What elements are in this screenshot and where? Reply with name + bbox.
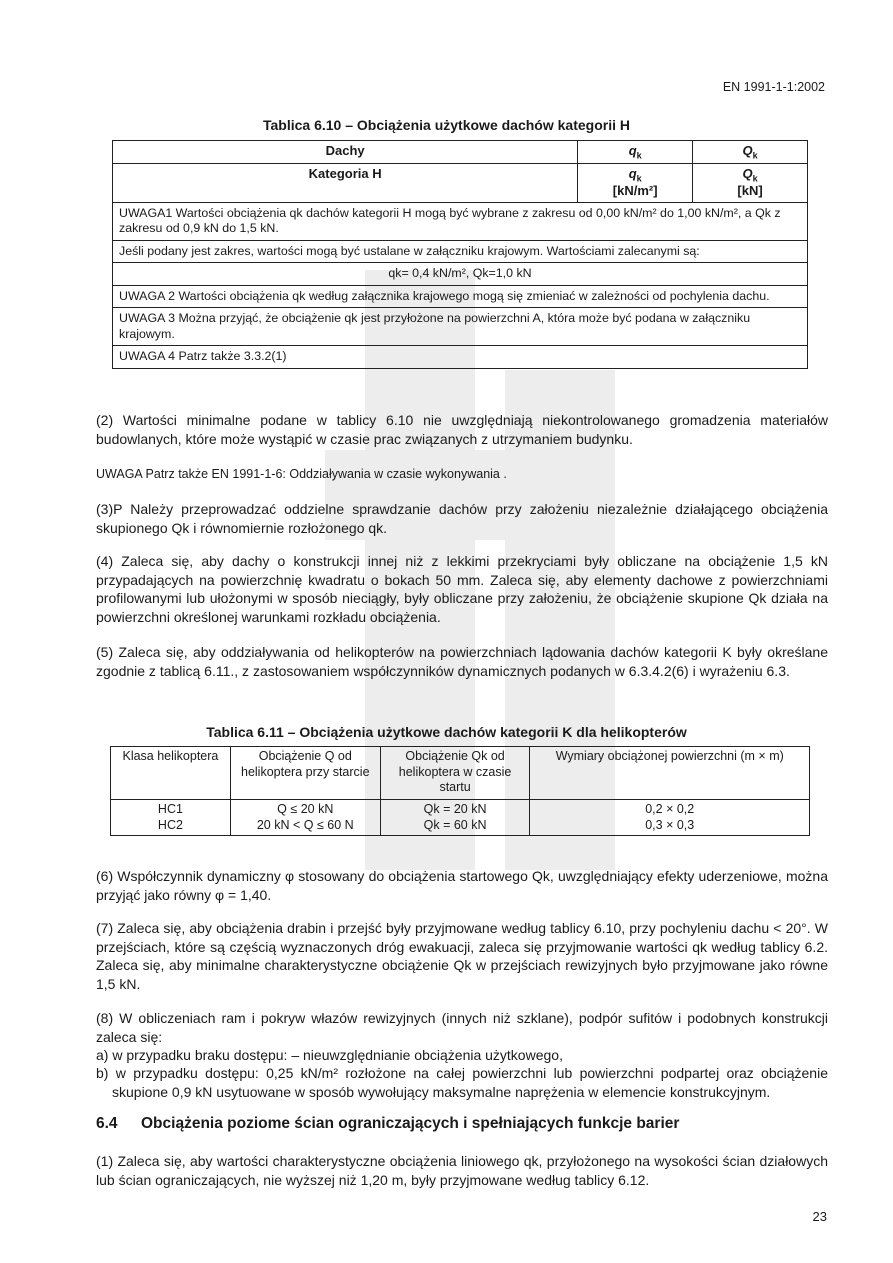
table-6-10-note-range: Jeśli podany jest zakres, wartości mogą być ustalane w załączniku krajowym. Wartościami zalecanymi są:: [113, 240, 807, 263]
table-6-11-cell: 20 kN < Q ≤ 60 N: [256, 817, 354, 832]
table-6-11-cell: HC2: [157, 817, 183, 832]
table-6-10-col-qk: $q_k$: [578, 141, 693, 164]
table-6-10-note-3: UWAGA 3 Można przyjąć, że obciążenie qk jest przyłożone na powierzchni A, która może być podana w załączniku krajowym.: [113, 307, 807, 345]
table-6-11-data-row: [111, 800, 810, 836]
paragraph-7: (7) Zaleca się, aby obciążenia drabin i przejść były przyjmowane według tablicy 6.10, przy pochyleniu dachu < 20°. W przejściach, które są częścią wyznaczonych dróg ewakuacji, zaleca się przyjmowanie wartości qk według tablicy 6.2. Zaleca się, aby minimalne charakterystyczne obciążenie Qk w przejściach rewizyjnych było przyjmowane jako równe 1,5 kN.: [96, 920, 828, 992]
paragraph-6-4-1: (1) Zaleca się, aby wartości charakterystyczne obciążenia liniowego qk, przyłożonego na wysokości ścian działowych lub ścian ograniczających, nie wyższej niż 1,20 m, były przyjmowane według tablicy 6.12.: [96, 1153, 828, 1188]
paragraph-8-item-b: b) w przypadku dostępu: 0,25 kN/m² rozłożone na całej powierzchni lub powierzchni podpartej oraz obciążenie skupione 0,9 kN usytuowane w sposób wywołujący maksymalne naprężenia w elemencie konstrukcyjnym.: [96, 1065, 828, 1100]
table-6-11-header-qk: Obciążenie Qk od helikoptera w czasie startu: [380, 747, 530, 800]
section-6-4-number: 6.4: [96, 1115, 118, 1132]
paragraph-8-item-a: a) w przypadku braku dostępu: – nieuwzględnianie obciążenia użytkowego,: [96, 1047, 563, 1063]
table-6-10-note-recommended: qk= 0,4 kN/m², Qk=1,0 kN: [113, 262, 807, 285]
table-6-10-caption: Tablica 6.10 – Obciążenia użytkowe dachów kategorii H: [263, 117, 630, 133]
section-6-4-title: Obciążenia poziome ścian ograniczających i spełniających funkcje barier: [141, 1115, 680, 1132]
table-6-10-unit-Qk-cell: $Q_k$ [kN]: [693, 163, 808, 202]
table-6-11-header-class: Klasa helikoptera: [111, 747, 231, 800]
paragraph-2-note: UWAGA Patrz także EN 1991-1-6: Oddziaływania w czasie wykonywania .: [96, 467, 507, 481]
table-6-10-unit-Qk: [kN]: [737, 183, 763, 199]
table-6-11: [110, 746, 810, 836]
paragraph-5: (5) Zaleca się, aby oddziaływania od helikopterów na powierzchniach lądowania dachów kategorii K były określane zgodnie z tablicą 6.11., z zastosowaniem współczynników dynamicznych podanych w 6.3.4.2(6) i wyrażeniu 6.3.: [96, 644, 828, 679]
table-6-11-cell: Q ≤ 20 kN: [277, 802, 334, 816]
page-number: 23: [812, 1209, 827, 1224]
table-6-11-cell: Qk = 20 kN: [423, 802, 487, 816]
table-6-11-header-q: Obciążenie Q od helikoptera przy starcie: [230, 747, 380, 800]
paragraph-6: (6) Współczynnik dynamiczny φ stosowany do obciążenia startowego Qk, uwzględniający efekty uderzeniowe, można przyjąć jako równy φ = 1,40.: [96, 868, 828, 903]
table-6-11-cell: 0,2 × 0,2: [645, 802, 695, 816]
table-6-10-unit-qk-cell: $q_k$ [kN/m²]: [578, 163, 693, 202]
table-6-10-col-roofs: Dachy: [113, 141, 578, 164]
paragraph-3: (3)P Należy przeprowadzać oddzielne sprawdzanie dachów przy założeniu niezależnie działającego obciążenia skupionego Qk i równomiernie rozłożonego qk.: [96, 501, 828, 536]
table-6-10-note-4: UWAGA 4 Patrz także 3.3.2(1): [113, 345, 807, 368]
table-6-11-q-cell: [230, 800, 380, 836]
table-6-11-header-dimensions: Wymiary obciążonej powierzchni (m × m): [530, 747, 810, 800]
document-standard-id: EN 1991-1-1:2002: [722, 80, 825, 94]
table-6-11-qk-cell: [380, 800, 530, 836]
table-6-10: [112, 140, 808, 369]
table-6-10-note-2: UWAGA 2 Wartości obciążenia qk według załącznika krajowego mogą się zmieniać w zależności od pochylenia dachu.: [113, 285, 807, 308]
paragraph-4: (4) Zaleca się, aby dachy o konstrukcji innej niż z lekkimi przekryciami były obliczane na obciążenie 1,5 kN przypadających na powierzchnię kwadratu o bokach 50 mm. Zaleca się, aby elementy dachowe z powierzchniami profilowanymi lub ułożonymi w sposób nieciągły, były obliczane przy założeniu, że obciążenie skupione Qk działa na powierzchni określonej warunkami rozkładu obciążenia.: [96, 553, 828, 625]
table-6-11-cell: HC1: [157, 802, 183, 816]
table-6-11-dimension-cell: [530, 800, 810, 836]
table-6-11-cell: 0,3 × 0,3: [645, 817, 695, 832]
table-6-10-unit-qk: [kN/m²]: [612, 183, 658, 199]
table-6-11-caption: Tablica 6.11 – Obciążenia użytkowe dachów kategorii K dla helikopterów: [206, 724, 687, 740]
table-6-11-cell: Qk = 60 kN: [423, 817, 487, 832]
table-6-10-row-category: Kategoria H: [113, 163, 578, 202]
table-6-10-note-1: UWAGA1 Wartości obciążenia qk dachów kategorii H mogą być wybrane z zakresu od 0,00 kN/m² do 1,00 kN/m², a Qk z zakresu od 0,9 kN do 1,5 kN.: [119, 205, 781, 236]
table-6-10-notes: [113, 202, 808, 368]
paragraph-2: (2) Wartości minimalne podane w tablicy 6.10 nie uwzględniają niekontrolowanego gromadzenia materiałów budowlanych, które może wystąpić w czasie prac związanych z utrzymaniem budynku.: [96, 412, 828, 447]
table-6-11-class-cell: [111, 800, 231, 836]
table-6-10-col-Qk: $Q_k$: [693, 141, 808, 164]
table-6-11-header-row: [111, 747, 810, 800]
paragraph-8: (8) W obliczeniach ram i pokryw włazów rewizyjnych (innych niż szklane), podpór sufitów i podobnych konstrukcji zaleca się:: [96, 1010, 828, 1045]
